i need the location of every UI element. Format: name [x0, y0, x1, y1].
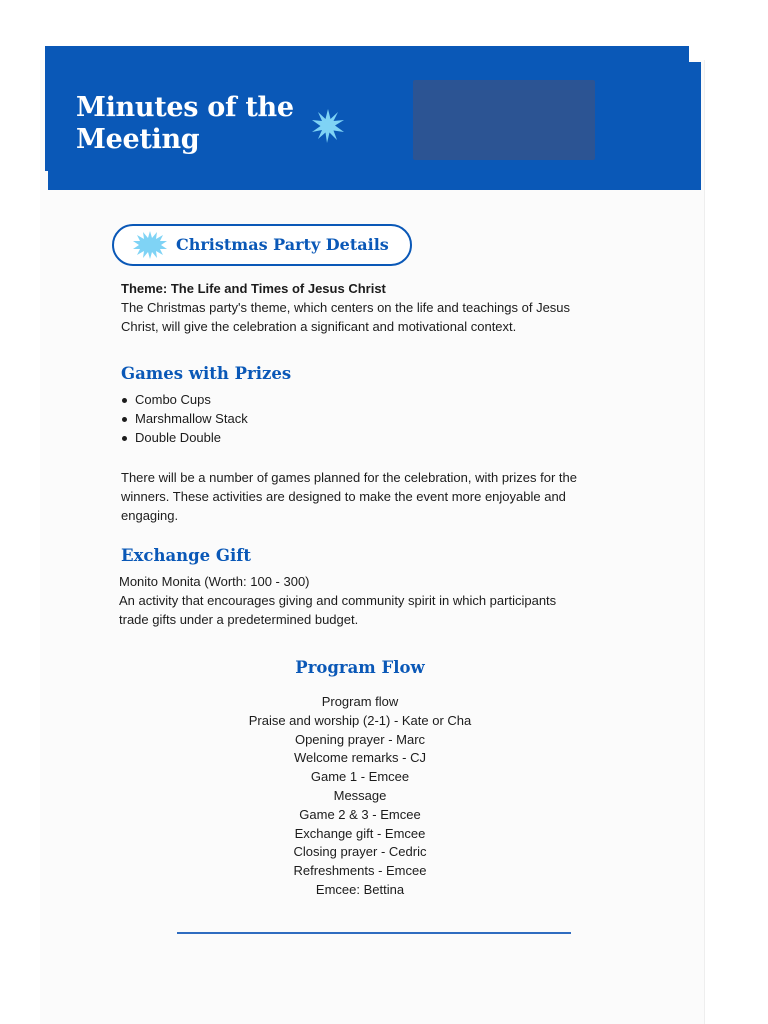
theme-heading: Theme: The Life and Times of Jesus Christ	[121, 281, 386, 296]
list-item: Emcee: Bettina	[315, 881, 405, 897]
games-heading: Games with Prizes	[121, 364, 292, 383]
program-flow-list	[160, 693, 560, 900]
theme-description-line: Christ, will give the celebration a significant and motivational context.	[121, 319, 517, 334]
list-item: Refreshments - Emcee	[293, 863, 427, 879]
list-item: Game 2 & 3 - Emcee	[299, 806, 421, 822]
list-item: Opening prayer - Marc	[294, 731, 426, 747]
page-title-line2: Meeting	[76, 124, 200, 155]
list-item: Welcome remarks - CJ	[294, 750, 426, 766]
list-item: Closing prayer - Cedric	[293, 844, 427, 860]
sparkle-star-icon	[310, 108, 346, 144]
exchange-gift-heading: Exchange Gift	[121, 546, 252, 565]
divider-line	[177, 932, 571, 934]
exchange-gift-subtitle: Monito Monita (Worth: 100 - 300)	[119, 574, 310, 589]
games-paragraph-line: winners. These activities are designed to make the event more enjoyable and	[121, 489, 566, 504]
section-pill-christmas-party-details	[112, 224, 412, 266]
list-item: Game 1 - Emcee	[310, 769, 410, 785]
section-pill-label: Christmas Party Details	[176, 235, 389, 254]
list-item: Double Double	[121, 428, 248, 447]
exchange-gift-paragraph-line: An activity that encourages giving and community spirit in which participants	[119, 593, 557, 608]
page-title-line1: Minutes of the	[76, 92, 294, 123]
list-item: Exchange gift - Emcee	[294, 825, 426, 841]
games-paragraph-line: There will be a number of games planned for the celebration, with prizes for the	[121, 470, 577, 485]
header-image-placeholder	[413, 80, 595, 160]
games-paragraph-line: engaging.	[121, 508, 179, 523]
list-item: Message	[333, 787, 387, 803]
list-item: Combo Cups	[121, 390, 248, 409]
games-list	[121, 390, 248, 447]
list-item: Marshmallow Stack	[121, 409, 248, 428]
theme-description-line: The Christmas party's theme, which centers on the life and teachings of Jesus	[121, 300, 571, 315]
page-title	[76, 92, 294, 156]
program-flow-heading: Program Flow	[295, 658, 425, 677]
list-item: Praise and worship (2-1) - Kate or Cha	[248, 712, 472, 728]
sparkle-burst-icon	[132, 230, 168, 260]
exchange-gift-paragraph-line: trade gifts under a predetermined budget.	[119, 612, 359, 627]
list-item: Program flow	[321, 694, 399, 709]
